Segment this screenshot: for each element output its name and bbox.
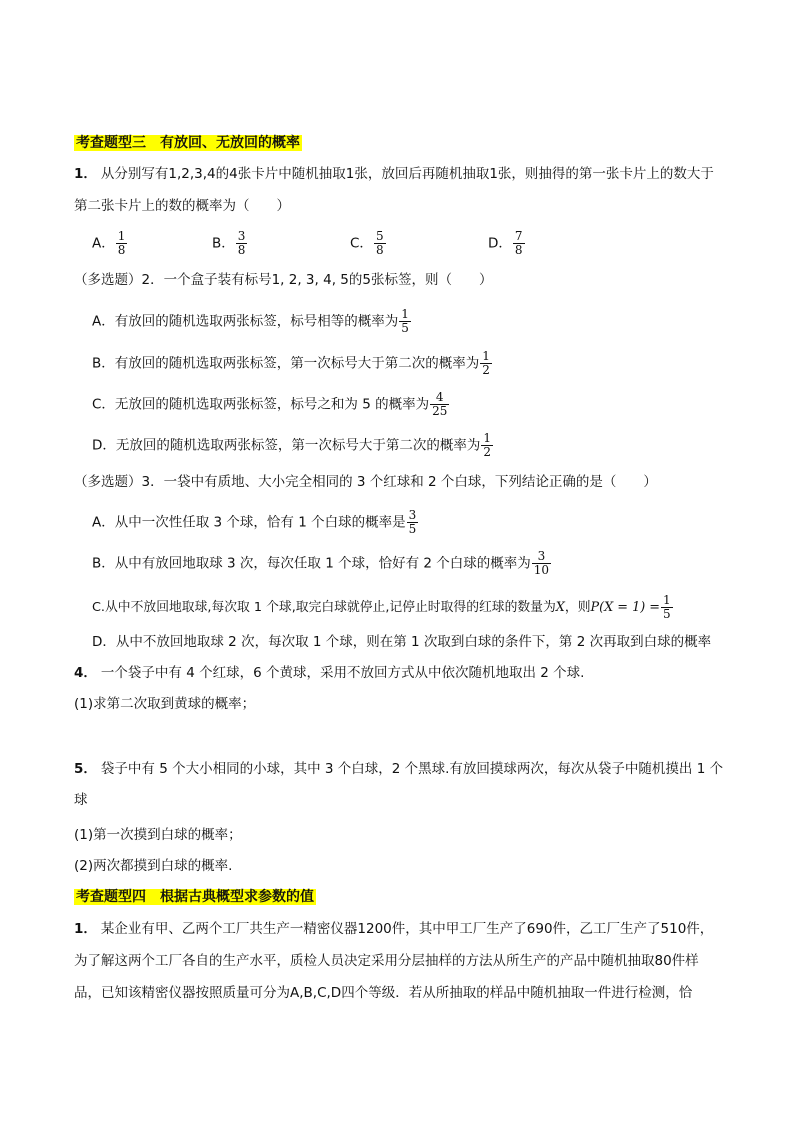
q2-option-d: D．无放回的随机选取两张标签，第一次标号大于第二次的概率为 $\frac{1}{2}$ bbox=[92, 431, 492, 459]
question-1-line-2: 第二张卡片上的数的概率为（ ） bbox=[74, 198, 290, 214]
question-1-line-1: 1． 从分别写有1,2,3,4的4张卡片中随机抽取1张，放回后再随机抽取1张，则抽得的第一张卡片上的数大于 bbox=[74, 166, 714, 182]
q2-option-b: B．有放回的随机选取两张标签，第一次标号大于第二次的概率为 $\frac{1}{2}$ bbox=[92, 349, 490, 377]
q5-sub-1: (1)第一次摸到白球的概率； bbox=[74, 827, 242, 843]
s4-question-1-line-1: 1． 某企业有甲、乙两个工厂共生产一精密仪器1200件，其中甲工厂生产了690件，乙工厂生产了510件， bbox=[74, 921, 714, 937]
q1-option-a: A． $\frac{1}{8}$ bbox=[92, 229, 126, 257]
q2-option-a: A．有放回的随机选取两张标签，标号相等的概率为 $\frac{1}{5}$ bbox=[92, 307, 409, 335]
question-5-line-2: 球 bbox=[74, 792, 88, 808]
q1-option-b: B． $\frac{3}{8}$ bbox=[212, 229, 246, 257]
q2-option-c: C．无放回的随机选取两张标签，标号之和为 5 的概率为 $\frac{4}{25}$ bbox=[92, 390, 448, 418]
q3-option-b: B．从中有放回地取球 3 次，每次任取 1 个球，恰好有 2 个白球的概率为 $\frac{3}{10}$ bbox=[92, 549, 550, 577]
section-heading bbox=[74, 133, 302, 153]
q3-option-c: C.从中不放回地取球,每次取 1 个球,取完白球就停止,记停止时取得的红球的数量为X，则P(X = 1) = $\frac{1}{5}$ bbox=[92, 593, 671, 621]
section-3-heading: 考查题型三 有放回、无放回的概率 bbox=[76, 135, 300, 151]
q1-option-c: C． $\frac{5}{8}$ bbox=[350, 229, 384, 257]
q5-sub-2: (2)两次都摸到白球的概率. bbox=[74, 858, 233, 874]
question-2-stem: （多选题）2．一个盒子装有标号1, 2, 3, 4, 5的5张标签，则（ ） bbox=[74, 272, 493, 288]
question-4-stem: 4． 一个袋子中有 4 个红球，6 个黄球，采用不放回方式从中依次随机地取出 2 个球. bbox=[74, 665, 585, 681]
s4-question-1-line-3: 品，已知该精密仪器按照质量可分为A,B,C,D四个等级．若从所抽取的样品中随机抽取一件进行检测，恰 bbox=[74, 985, 693, 1001]
question-5-line-1: 5． 袋子中有 5 个大小相同的小球，其中 3 个白球，2 个黑球.有放回摸球两次，每次从袋子中随机摸出 1 个 bbox=[74, 761, 724, 777]
q3-option-a: A．从中一次性任取 3 个球，恰有 1 个白球的概率是 $\frac{3}{5}$ bbox=[92, 508, 417, 536]
s4-question-1-line-2: 为了解这两个工厂各自的生产水平，质检人员决定采用分层抽样的方法从所生产的产品中随机抽取80件样 bbox=[74, 953, 699, 969]
section-heading bbox=[74, 887, 316, 907]
section-4-heading: 考查题型四 根据古典概型求参数的值 bbox=[76, 889, 314, 905]
question-3-stem: （多选题）3．一袋中有质地、大小完全相同的 3 个红球和 2 个白球，下列结论正确的是（ ） bbox=[74, 474, 657, 490]
q3-option-d: D．从中不放回地取球 2 次，每次取 1 个球，则在第 1 次取到白球的条件下，第 2 次再取到白球的概率 bbox=[92, 634, 712, 650]
q1-option-d: D． $\frac{7}{8}$ bbox=[488, 229, 523, 257]
q4-sub-1: (1)求第二次取到黄球的概率； bbox=[74, 696, 256, 712]
